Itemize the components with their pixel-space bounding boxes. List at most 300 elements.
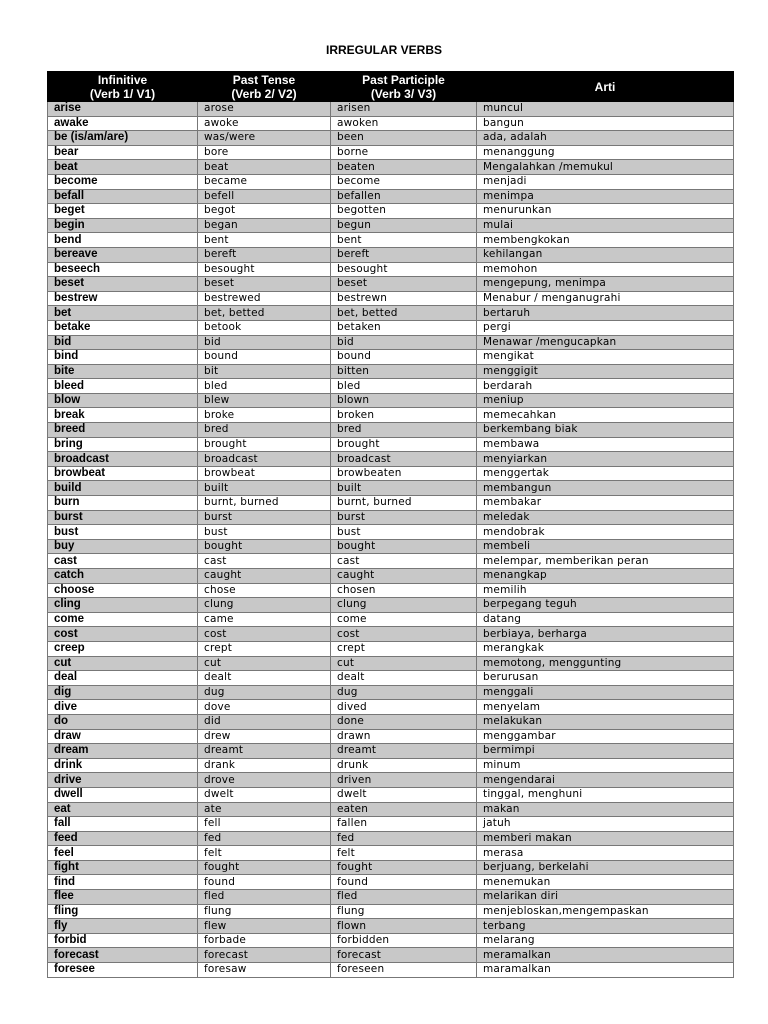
past-tense-cell: bred	[198, 423, 331, 438]
arti-cell: menggambar	[477, 729, 734, 744]
table-row	[48, 379, 734, 394]
past-tense-cell: dove	[198, 700, 331, 715]
past-participle-cell: foreseen	[331, 963, 477, 978]
arti-cell: menangkap	[477, 569, 734, 584]
table-row	[48, 189, 734, 204]
table-row	[48, 174, 734, 189]
infinitive-cell: beat	[48, 160, 198, 175]
table-row	[48, 510, 734, 525]
past-participle-cell: broadcast	[331, 452, 477, 467]
table-row	[48, 875, 734, 890]
past-participle-cell: begun	[331, 218, 477, 233]
header-infinitive	[48, 72, 198, 102]
past-tense-cell: caught	[198, 569, 331, 584]
arti-cell: menggali	[477, 685, 734, 700]
past-participle-cell: bet, betted	[331, 306, 477, 321]
past-participle-cell: begotten	[331, 204, 477, 219]
past-participle-cell: beset	[331, 277, 477, 292]
past-tense-cell: dwelt	[198, 787, 331, 802]
past-participle-cell: bound	[331, 350, 477, 365]
arti-cell: berjuang, berkelahi	[477, 860, 734, 875]
arti-cell: meledak	[477, 510, 734, 525]
arti-cell: memohon	[477, 262, 734, 277]
arti-cell: tinggal, menghuni	[477, 787, 734, 802]
table-row	[48, 627, 734, 642]
past-tense-cell: fled	[198, 890, 331, 905]
infinitive-cell: arise	[48, 102, 198, 117]
arti-cell: merasa	[477, 846, 734, 861]
arti-cell: maramalkan	[477, 963, 734, 978]
arti-cell: membeli	[477, 539, 734, 554]
infinitive-cell: catch	[48, 569, 198, 584]
table-row	[48, 641, 734, 656]
past-participle-cell: bitten	[331, 364, 477, 379]
past-participle-cell: awoken	[331, 116, 477, 131]
infinitive-cell: flee	[48, 890, 198, 905]
past-participle-cell: burst	[331, 510, 477, 525]
header-past-participle-line1: Past Participle	[362, 72, 445, 87]
past-participle-cell: borne	[331, 145, 477, 160]
past-tense-cell: bet, betted	[198, 306, 331, 321]
infinitive-cell: bind	[48, 350, 198, 365]
infinitive-cell: betake	[48, 320, 198, 335]
past-tense-cell: dreamt	[198, 744, 331, 759]
arti-cell: berpegang teguh	[477, 598, 734, 613]
infinitive-cell: drink	[48, 758, 198, 773]
past-tense-cell: bereft	[198, 247, 331, 262]
arti-cell: menggertak	[477, 466, 734, 481]
past-tense-cell: built	[198, 481, 331, 496]
infinitive-cell: find	[48, 875, 198, 890]
table-header-row	[48, 72, 734, 102]
arti-cell: memecahkan	[477, 408, 734, 423]
past-participle-cell: flung	[331, 904, 477, 919]
table-row	[48, 744, 734, 759]
infinitive-cell: bid	[48, 335, 198, 350]
table-row	[48, 350, 734, 365]
past-tense-cell: drank	[198, 758, 331, 773]
past-participle-cell: drunk	[331, 758, 477, 773]
arti-cell: melempar, memberikan peran	[477, 554, 734, 569]
table-row	[48, 306, 734, 321]
table-row	[48, 160, 734, 175]
infinitive-cell: browbeat	[48, 466, 198, 481]
arti-cell: berkembang biak	[477, 423, 734, 438]
infinitive-cell: break	[48, 408, 198, 423]
table-row	[48, 802, 734, 817]
table-row	[48, 247, 734, 262]
past-tense-cell: bled	[198, 379, 331, 394]
past-tense-cell: drew	[198, 729, 331, 744]
infinitive-cell: bite	[48, 364, 198, 379]
table-row	[48, 612, 734, 627]
infinitive-cell: burn	[48, 496, 198, 511]
header-past-participle-line2: (Verb 3/ V3)	[370, 86, 437, 101]
past-tense-cell: betook	[198, 320, 331, 335]
arti-cell: menanggung	[477, 145, 734, 160]
arti-cell: meramalkan	[477, 948, 734, 963]
infinitive-cell: forecast	[48, 948, 198, 963]
arti-cell: memilih	[477, 583, 734, 598]
arti-cell: Mengalahkan /memukul	[477, 160, 734, 175]
past-tense-cell: drove	[198, 773, 331, 788]
past-tense-cell: burnt, burned	[198, 496, 331, 511]
past-participle-cell: eaten	[331, 802, 477, 817]
infinitive-cell: bust	[48, 525, 198, 540]
infinitive-cell: cost	[48, 627, 198, 642]
arti-cell: kehilangan	[477, 247, 734, 262]
past-tense-cell: forbade	[198, 933, 331, 948]
past-participle-cell: forecast	[331, 948, 477, 963]
past-participle-cell: bled	[331, 379, 477, 394]
arti-cell: menyiarkan	[477, 452, 734, 467]
table-row	[48, 904, 734, 919]
past-tense-cell: begot	[198, 204, 331, 219]
table-row	[48, 583, 734, 598]
past-participle-cell: cut	[331, 656, 477, 671]
arti-cell: memberi makan	[477, 831, 734, 846]
past-participle-cell: befallen	[331, 189, 477, 204]
table-row	[48, 481, 734, 496]
infinitive-cell: breed	[48, 423, 198, 438]
infinitive-cell: draw	[48, 729, 198, 744]
past-tense-cell: bid	[198, 335, 331, 350]
past-tense-cell: flung	[198, 904, 331, 919]
infinitive-cell: fly	[48, 919, 198, 934]
infinitive-cell: forbid	[48, 933, 198, 948]
past-participle-cell: become	[331, 174, 477, 189]
past-tense-cell: bound	[198, 350, 331, 365]
past-participle-cell: browbeaten	[331, 466, 477, 481]
past-tense-cell: awoke	[198, 116, 331, 131]
arti-cell: mengendarai	[477, 773, 734, 788]
past-participle-cell: flown	[331, 919, 477, 934]
past-participle-cell: found	[331, 875, 477, 890]
arti-cell: menjebloskan,mengempaskan	[477, 904, 734, 919]
past-tense-cell: broke	[198, 408, 331, 423]
arti-cell: membangun	[477, 481, 734, 496]
past-tense-cell: forecast	[198, 948, 331, 963]
past-tense-cell: was/were	[198, 131, 331, 146]
table-row	[48, 714, 734, 729]
past-participle-cell: cast	[331, 554, 477, 569]
arti-cell: melarang	[477, 933, 734, 948]
past-participle-cell: bereft	[331, 247, 477, 262]
past-participle-cell: bust	[331, 525, 477, 540]
past-participle-cell: burnt, burned	[331, 496, 477, 511]
past-participle-cell: clung	[331, 598, 477, 613]
past-participle-cell: fought	[331, 860, 477, 875]
past-participle-cell: besought	[331, 262, 477, 277]
table-row	[48, 729, 734, 744]
infinitive-cell: eat	[48, 802, 198, 817]
past-tense-cell: cost	[198, 627, 331, 642]
arti-cell: merangkak	[477, 641, 734, 656]
header-past-participle	[331, 72, 477, 102]
infinitive-cell: blow	[48, 393, 198, 408]
table-row	[48, 131, 734, 146]
arti-cell: menjadi	[477, 174, 734, 189]
table-row	[48, 948, 734, 963]
past-tense-cell: beset	[198, 277, 331, 292]
arti-cell: berdarah	[477, 379, 734, 394]
arti-cell: mulai	[477, 218, 734, 233]
arti-cell: berurusan	[477, 671, 734, 686]
table-row	[48, 437, 734, 452]
past-tense-cell: crept	[198, 641, 331, 656]
infinitive-cell: fall	[48, 817, 198, 832]
infinitive-cell: be (is/am/are)	[48, 131, 198, 146]
past-tense-cell: beat	[198, 160, 331, 175]
past-tense-cell: felt	[198, 846, 331, 861]
infinitive-cell: choose	[48, 583, 198, 598]
past-participle-cell: dealt	[331, 671, 477, 686]
arti-cell: melarikan diri	[477, 890, 734, 905]
infinitive-cell: beseech	[48, 262, 198, 277]
table-body	[48, 102, 734, 978]
past-tense-cell: fed	[198, 831, 331, 846]
infinitive-cell: buy	[48, 539, 198, 554]
table-row	[48, 656, 734, 671]
past-tense-cell: cut	[198, 656, 331, 671]
table-row	[48, 860, 734, 875]
past-tense-cell: arose	[198, 102, 331, 117]
table-row	[48, 671, 734, 686]
past-participle-cell: beaten	[331, 160, 477, 175]
table-row	[48, 116, 734, 131]
past-participle-cell: been	[331, 131, 477, 146]
table-row	[48, 685, 734, 700]
arti-cell: meniup	[477, 393, 734, 408]
table-row	[48, 145, 734, 160]
infinitive-cell: beget	[48, 204, 198, 219]
arti-cell: pergi	[477, 320, 734, 335]
past-participle-cell: arisen	[331, 102, 477, 117]
infinitive-cell: dig	[48, 685, 198, 700]
infinitive-cell: broadcast	[48, 452, 198, 467]
infinitive-cell: bear	[48, 145, 198, 160]
arti-cell: bermimpi	[477, 744, 734, 759]
past-tense-cell: dug	[198, 685, 331, 700]
table-row	[48, 817, 734, 832]
arti-cell: Menawar /mengucapkan	[477, 335, 734, 350]
past-tense-cell: cast	[198, 554, 331, 569]
past-tense-cell: bit	[198, 364, 331, 379]
table-row	[48, 262, 734, 277]
infinitive-cell: deal	[48, 671, 198, 686]
infinitive-cell: bring	[48, 437, 198, 452]
table-row	[48, 890, 734, 905]
past-tense-cell: befell	[198, 189, 331, 204]
past-participle-cell: crept	[331, 641, 477, 656]
arti-cell: mengikat	[477, 350, 734, 365]
past-tense-cell: chose	[198, 583, 331, 598]
past-participle-cell: bestrewn	[331, 291, 477, 306]
past-tense-cell: bust	[198, 525, 331, 540]
table-row	[48, 277, 734, 292]
table-row	[48, 423, 734, 438]
table-row	[48, 218, 734, 233]
past-tense-cell: came	[198, 612, 331, 627]
past-tense-cell: burst	[198, 510, 331, 525]
past-participle-cell: dwelt	[331, 787, 477, 802]
infinitive-cell: become	[48, 174, 198, 189]
infinitive-cell: fling	[48, 904, 198, 919]
arti-cell: bangun	[477, 116, 734, 131]
past-participle-cell: brought	[331, 437, 477, 452]
infinitive-cell: awake	[48, 116, 198, 131]
table-row	[48, 919, 734, 934]
table-row	[48, 700, 734, 715]
table-row	[48, 539, 734, 554]
past-participle-cell: dug	[331, 685, 477, 700]
header-infinitive-line1: Infinitive	[97, 72, 148, 87]
past-participle-cell: broken	[331, 408, 477, 423]
infinitive-cell: cling	[48, 598, 198, 613]
table-row	[48, 204, 734, 219]
infinitive-cell: do	[48, 714, 198, 729]
infinitive-cell: bereave	[48, 247, 198, 262]
infinitive-cell: dream	[48, 744, 198, 759]
past-tense-cell: clung	[198, 598, 331, 613]
past-participle-cell: bought	[331, 539, 477, 554]
table-row	[48, 569, 734, 584]
past-tense-cell: bent	[198, 233, 331, 248]
arti-cell: ada, adalah	[477, 131, 734, 146]
infinitive-cell: bleed	[48, 379, 198, 394]
infinitive-cell: creep	[48, 641, 198, 656]
past-participle-cell: forbidden	[331, 933, 477, 948]
past-participle-cell: fed	[331, 831, 477, 846]
header-infinitive-line2: (Verb 1/ V1)	[89, 86, 156, 101]
arti-cell: mengepung, menimpa	[477, 277, 734, 292]
past-tense-cell: bought	[198, 539, 331, 554]
past-tense-cell: did	[198, 714, 331, 729]
infinitive-cell: cut	[48, 656, 198, 671]
header-arti: Arti	[477, 72, 734, 102]
infinitive-cell: befall	[48, 189, 198, 204]
infinitive-cell: bend	[48, 233, 198, 248]
table-row	[48, 598, 734, 613]
table-row	[48, 452, 734, 467]
arti-cell: terbang	[477, 919, 734, 934]
table-row	[48, 496, 734, 511]
past-tense-cell: became	[198, 174, 331, 189]
arti-cell: mendobrak	[477, 525, 734, 540]
past-participle-cell: fallen	[331, 817, 477, 832]
arti-cell: berbiaya, berharga	[477, 627, 734, 642]
arti-cell: menemukan	[477, 875, 734, 890]
table-row	[48, 933, 734, 948]
past-participle-cell: bred	[331, 423, 477, 438]
past-participle-cell: built	[331, 481, 477, 496]
arti-cell: menimpa	[477, 189, 734, 204]
arti-cell: memotong, menggunting	[477, 656, 734, 671]
table-row	[48, 554, 734, 569]
past-participle-cell: done	[331, 714, 477, 729]
past-participle-cell: chosen	[331, 583, 477, 598]
infinitive-cell: drive	[48, 773, 198, 788]
past-tense-cell: found	[198, 875, 331, 890]
past-participle-cell: drawn	[331, 729, 477, 744]
past-participle-cell: betaken	[331, 320, 477, 335]
table-row	[48, 466, 734, 481]
infinitive-cell: foresee	[48, 963, 198, 978]
arti-cell: minum	[477, 758, 734, 773]
table-row	[48, 758, 734, 773]
past-tense-cell: blew	[198, 393, 331, 408]
arti-cell: jatuh	[477, 817, 734, 832]
page-title: IRREGULAR VERBS	[325, 43, 442, 57]
table-row	[48, 773, 734, 788]
table-row	[48, 787, 734, 802]
past-tense-cell: besought	[198, 262, 331, 277]
table-row	[48, 831, 734, 846]
header-past-tense	[198, 72, 331, 102]
past-tense-cell: flew	[198, 919, 331, 934]
past-participle-cell: blown	[331, 393, 477, 408]
arti-cell: datang	[477, 612, 734, 627]
arti-cell: menggigit	[477, 364, 734, 379]
past-participle-cell: dreamt	[331, 744, 477, 759]
infinitive-cell: beset	[48, 277, 198, 292]
table-row	[48, 525, 734, 540]
past-participle-cell: dived	[331, 700, 477, 715]
table-row	[48, 233, 734, 248]
infinitive-cell: bestrew	[48, 291, 198, 306]
past-tense-cell: fought	[198, 860, 331, 875]
infinitive-cell: come	[48, 612, 198, 627]
past-participle-cell: driven	[331, 773, 477, 788]
past-participle-cell: cost	[331, 627, 477, 642]
past-tense-cell: foresaw	[198, 963, 331, 978]
arti-cell: membawa	[477, 437, 734, 452]
past-participle-cell: caught	[331, 569, 477, 584]
past-tense-cell: dealt	[198, 671, 331, 686]
arti-cell: menurunkan	[477, 204, 734, 219]
header-past-tense-line1: Past Tense	[232, 72, 296, 87]
past-participle-cell: felt	[331, 846, 477, 861]
past-tense-cell: ate	[198, 802, 331, 817]
table-row	[48, 393, 734, 408]
infinitive-cell: begin	[48, 218, 198, 233]
table-row	[48, 364, 734, 379]
past-tense-cell: browbeat	[198, 466, 331, 481]
infinitive-cell: feel	[48, 846, 198, 861]
past-participle-cell: bent	[331, 233, 477, 248]
past-tense-cell: bore	[198, 145, 331, 160]
arti-cell: makan	[477, 802, 734, 817]
infinitive-cell: burst	[48, 510, 198, 525]
past-tense-cell: broadcast	[198, 452, 331, 467]
irregular-verbs-table	[47, 71, 734, 978]
infinitive-cell: build	[48, 481, 198, 496]
infinitive-cell: dive	[48, 700, 198, 715]
infinitive-cell: bet	[48, 306, 198, 321]
table-row	[48, 846, 734, 861]
past-tense-cell: bestrewed	[198, 291, 331, 306]
table-row	[48, 335, 734, 350]
arti-cell: membengkokan	[477, 233, 734, 248]
past-participle-cell: bid	[331, 335, 477, 350]
arti-cell: melakukan	[477, 714, 734, 729]
past-tense-cell: fell	[198, 817, 331, 832]
header-past-tense-line2: (Verb 2/ V2)	[231, 86, 297, 101]
past-tense-cell: began	[198, 218, 331, 233]
infinitive-cell: fight	[48, 860, 198, 875]
table-row	[48, 320, 734, 335]
arti-cell: muncul	[477, 102, 734, 117]
